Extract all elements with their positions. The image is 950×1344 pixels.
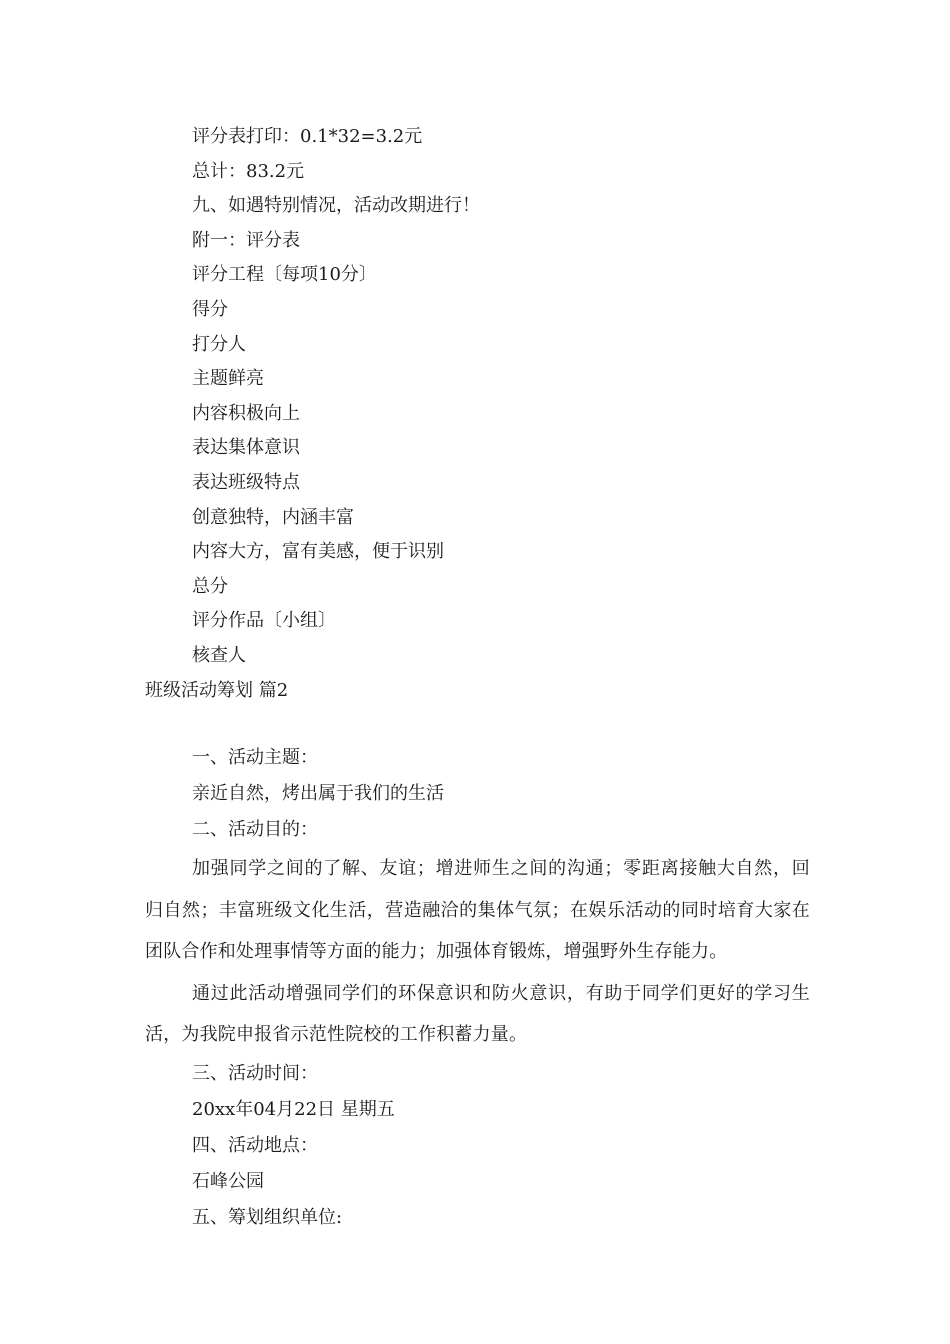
criterion-item: 表达班级特点 <box>192 471 300 493</box>
scorer-header: 打分人 <box>192 333 246 355</box>
criterion-item: 表达集体意识 <box>192 437 300 459</box>
score-header: 得分 <box>192 298 228 320</box>
plan2-section <box>0 740 950 1236</box>
criterion-item: 内容大方，富有美感，便于识别 <box>192 541 444 563</box>
theme-label: 一、活动主题： <box>192 747 318 768</box>
total-score-label: 总分 <box>192 575 228 597</box>
place-label: 四、活动地点： <box>192 1134 318 1156</box>
reschedule-note: 九、如遇特别情况，活动改期进行！ <box>192 195 480 217</box>
time-label: 三、活动时间： <box>192 1062 318 1084</box>
purpose-label: 二、活动目的： <box>192 819 318 840</box>
criterion-item: 创意独特，内涵丰富 <box>192 506 354 528</box>
organizer-label: 五、筹划组织单位: <box>192 1206 343 1228</box>
print-cost-line: 评分表打印：0.1*32=3.2元 <box>192 126 423 147</box>
checker-label: 核查人 <box>192 644 246 666</box>
time-value: 20xx年04月22日 星期五 <box>192 1098 395 1120</box>
scoring-section <box>0 120 950 708</box>
purpose-paragraph-2: 通过此活动增强同学们的环保意识和防火意识，有助于同学们更好的学习生活，为我院申报省示范性院校的工作积蓄力量。 <box>145 982 810 1045</box>
theme-value: 亲近自然，烤出属于我们的生活 <box>192 783 444 804</box>
purpose-paragraph-1: 加强同学之间的了解、友谊；增进师生之间的沟通；零距离接触大自然，回归自然；丰富班级文化生活，营造融洽的集体气氛；在娱乐活动的同时培育大家在团队合作和处理事情等方面的能力；加强体育锻炼，增强野外生存能力。 <box>145 858 810 962</box>
scored-work-label: 评分作品〔小组〕 <box>192 610 336 632</box>
criterion-item: 主题鲜亮 <box>192 368 264 390</box>
section-heading: 班级活动筹划 篇2 <box>145 679 289 701</box>
appendix-title: 附一：评分表 <box>192 229 300 251</box>
place-value: 石峰公园 <box>192 1170 264 1192</box>
score-items-header: 评分工程〔每项10分〕 <box>192 264 377 286</box>
total-cost-line: 总计：83.2元 <box>192 160 305 182</box>
criterion-item: 内容积极向上 <box>192 402 300 424</box>
